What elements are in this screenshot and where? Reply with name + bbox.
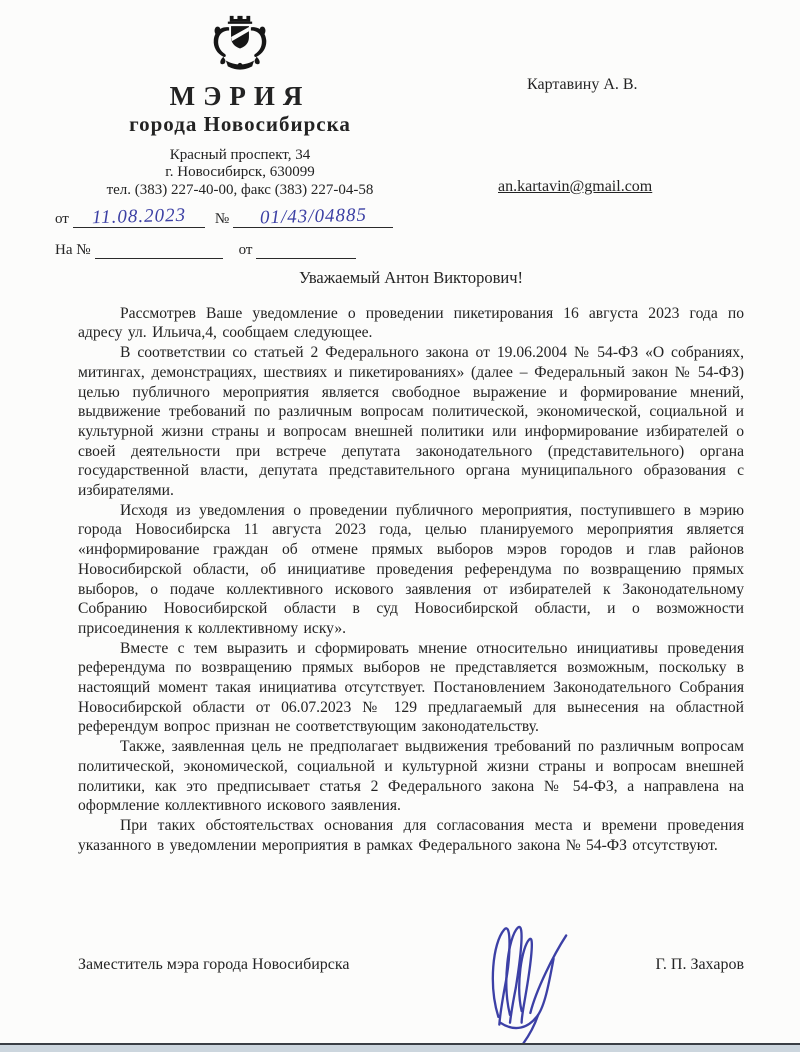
incoming-reference-line bbox=[55, 242, 425, 259]
paragraph: Рассмотрев Ваше уведомление о проведении пикетирования 16 августа 2023 года по адресу ул. Ильича,4, сообщаем следующее. bbox=[78, 304, 744, 342]
signature-row bbox=[78, 956, 744, 974]
handwritten-signature-icon bbox=[468, 918, 583, 1044]
org-address-city: г. Новосибирск, 630099 bbox=[165, 164, 315, 181]
ref-number-blank bbox=[95, 244, 223, 259]
recipient-email: an.kartavin@gmail.com bbox=[498, 178, 653, 195]
org-contacts: тел. (383) 227-40-00, факс (383) 227-04-58 bbox=[106, 182, 374, 199]
paragraph: В соответствии со статьей 2 Федерального закона от 19.06.2004 № 54-ФЗ «О собраниях, митингах, демонстрациях, шествиях и пикетированиях» (далее – Федеральный закон № 54-ФЗ) целью публичного мероприятия является свободное выражение и формирование мнений, выдвижение требований по различным вопросам политической, экономической, социальной и культурной жизни страны и вопросам внешней политики или информирование избирателей о своей деятельности при встрече депутата законодательного (представительного) органа государственной власти, депутата представительного органа муниципального образования с избирателями. bbox=[78, 344, 744, 500]
signer-position: Заместитель мэра города Новосибирска bbox=[78, 956, 350, 973]
date-label: от bbox=[55, 211, 69, 228]
paragraph: При таких обстоятельствах основания для согласования места и времени проведения указанного в уведомлении мероприятия в рамках Федерального закона № 54-ФЗ отсутствуют. bbox=[78, 816, 744, 854]
recipient-name: Картавину А. В. bbox=[527, 76, 638, 93]
scan-edge-strip bbox=[0, 1043, 800, 1052]
ref-date-blank bbox=[256, 244, 356, 259]
handwritten-date: 11.08.2023 bbox=[91, 205, 187, 229]
number-field bbox=[233, 204, 393, 229]
number-label: № bbox=[214, 211, 230, 228]
letterhead bbox=[55, 12, 425, 259]
ref-label: На № bbox=[55, 242, 91, 259]
paragraph: Исходя из уведомления о проведении публичного мероприятия, поступившего в мэрию города Новосибирска 11 августа 2023 года, целью планируемого мероприятия является «информирование граждан об отмене прямых выборов мэров городов и глав районов Новосибирской области, об инициативе проведения референдума по возвращению прямых выборов, о подаче коллективного искового заявления от избирателей к Законодательному Собранию Новосибирской области в суд Новосибирской области, и о возможности присоединения к коллективному иску». bbox=[78, 501, 744, 637]
novosibirsk-coat-of-arms-icon bbox=[208, 12, 272, 76]
salutation: Уважаемый Антон Викторович! bbox=[299, 268, 523, 287]
letter-body bbox=[78, 268, 744, 855]
outgoing-reference-line bbox=[55, 204, 425, 229]
paragraph: Вместе с тем выразить и сформировать мнение относительно инициативы проведения референдума по возвращению прямых выборов не представляется возможным, поскольку в настоящий момент такая инициатива отсутствует. Постановлением Законодательного Собрания Новосибирской области от 06.07.2023 № 129 предлагаемый для вынесения на областной референдум вопрос признан не соответствующим законодательству. bbox=[78, 639, 744, 736]
date-field bbox=[73, 207, 205, 228]
paragraph: Также, заявленная цель не предполагает выдвижения требований по различным вопросам политической, экономической, социальной и культурной жизни страны и вопросам внешней политики, как это предписывает статья 2 Федерального закона № 54-ФЗ, а направлена на оформление коллективного искового заявления. bbox=[78, 738, 744, 815]
signer-name: Г. П. Захаров bbox=[655, 956, 744, 973]
handwritten-number: 01/43/04885 bbox=[259, 204, 367, 229]
org-subname: города Новосибирска bbox=[129, 112, 351, 137]
org-name: МЭРИЯ bbox=[169, 81, 311, 111]
org-address-street: Красный проспект, 34 bbox=[169, 147, 311, 164]
ref-from-label: от bbox=[238, 242, 253, 259]
